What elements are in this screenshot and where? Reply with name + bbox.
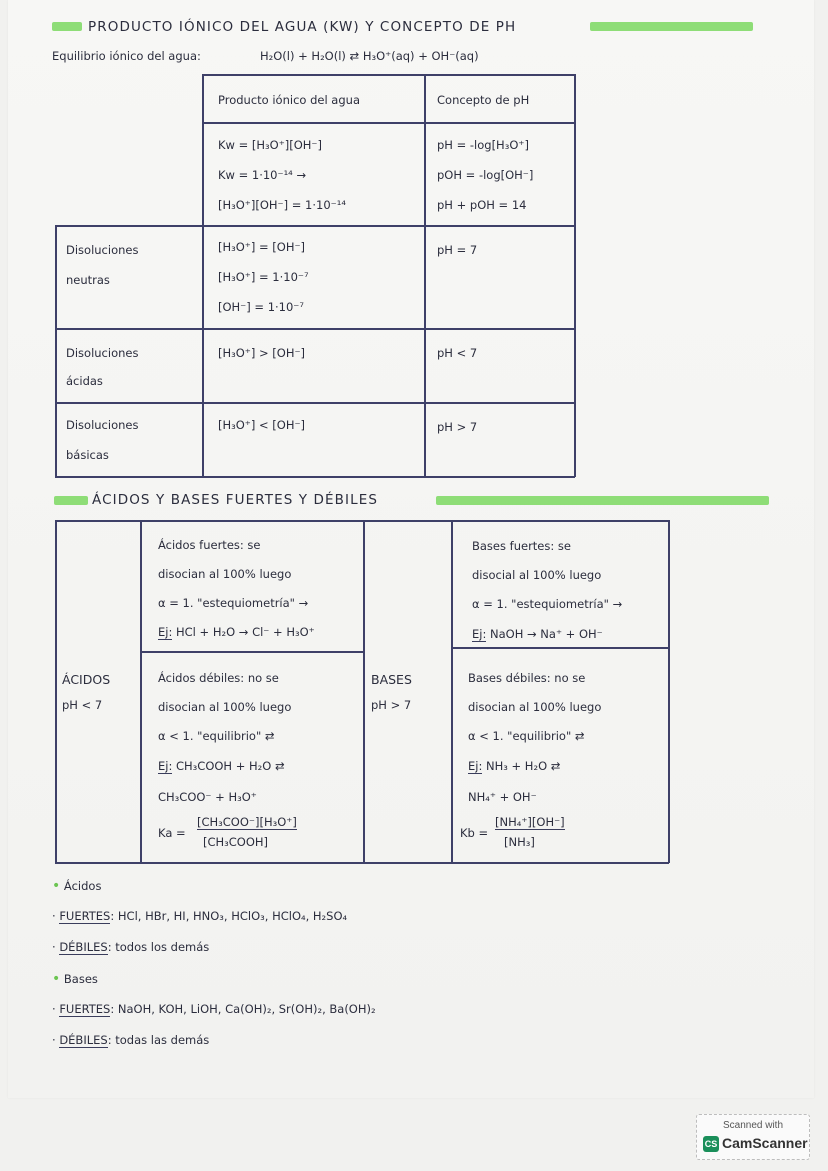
section1-title: PRODUCTO IÓNICO DEL AGUA (KW) Y CONCEPTO DE PH — [88, 19, 517, 35]
row-neutral-ph: pH = 7 — [437, 243, 478, 257]
row-acid-ph: pH < 7 — [437, 346, 478, 360]
weak-acids-example — [158, 751, 285, 781]
row-neutral-label: Disoluciones — [66, 243, 139, 257]
row-basic-label: Disoluciones — [66, 418, 139, 432]
weak-acids-line3: α < 1. "equilibrio" ⇄ — [158, 729, 275, 743]
table1-header-ph: Concepto de pH — [437, 93, 530, 107]
acids-label: ÁCIDOS — [62, 672, 111, 687]
acids-weak-row: · DÉBILES: todos los demás — [52, 940, 210, 954]
strong-bases-ej-label: Ej: — [472, 627, 487, 641]
title-highlight-left — [52, 22, 82, 31]
row-neutral-kw-2: [H₃O⁺] = 1·10⁻⁷ — [218, 270, 309, 284]
ph-definition-3: pH + pOH = 14 — [437, 198, 527, 212]
weak-acids-ej-2: CH₃COO⁻ + H₃O⁺ — [158, 790, 257, 804]
kw-definition-1: Kw = [H₃O⁺][OH⁻] — [218, 138, 322, 152]
row-neutral-label-2: neutras — [66, 273, 110, 287]
ka-denominator: [CH₃COOH] — [203, 835, 269, 849]
row-acid-label-2: ácidas — [66, 374, 103, 388]
row-neutral-kw-3: [OH⁻] = 1·10⁻⁷ — [218, 300, 304, 314]
table1-header-kw: Producto iónico del agua — [218, 93, 360, 107]
weak-bases-ej-1: NH₃ + H₂O ⇄ — [486, 759, 561, 773]
weak-bases-ej-2: NH₄⁺ + OH⁻ — [468, 790, 537, 804]
bases-ph: pH > 7 — [371, 698, 412, 712]
bases-weak-row: · DÉBILES: todas las demás — [52, 1033, 210, 1047]
weak-acids-ej-label: Ej: — [158, 759, 173, 773]
acids-strong-row: · FUERTES: HCl, HBr, HI, HNO₃, HClO₃, HClO₄, H₂SO₄ — [52, 909, 348, 923]
acids-strong-items: : HCl, HBr, HI, HNO₃, HClO₃, HClO₄, H₂SO₄ — [110, 909, 348, 923]
bases-strong-items: : NaOH, KOH, LiOH, Ca(OH)₂, Sr(OH)₂, Ba(OH)₂ — [110, 1002, 376, 1016]
title-highlight-right — [590, 22, 753, 31]
strong-acids-ej: HCl + H₂O → Cl⁻ + H₃O⁺ — [176, 625, 315, 639]
strong-bases-line1: Bases fuertes: se — [472, 539, 571, 553]
row-basic-label-2: básicas — [66, 448, 109, 462]
ka-numerator: [CH₃COO⁻][H₃O⁺] — [197, 815, 297, 829]
kw-definition-3: [H₃O⁺][OH⁻] = 1·10⁻¹⁴ — [218, 198, 346, 212]
equilibrium-label: Equilibrio iónico del agua: — [52, 49, 201, 63]
section2-title: ÁCIDOS Y BASES FUERTES Y DÉBILES — [92, 492, 379, 508]
ph-definition-1: pH = -log[H₃O⁺] — [437, 138, 529, 152]
camscanner-watermark — [696, 1114, 810, 1160]
title2-highlight-right — [436, 496, 769, 505]
strong-bases-example — [472, 619, 603, 649]
weak-bases-line1: Bases débiles: no se — [468, 671, 586, 685]
strong-bases-line3: α = 1. "estequiometría" → — [472, 597, 623, 611]
bases-strong-row: · FUERTES: NaOH, KOH, LiOH, Ca(OH)₂, Sr(OH)₂, Ba(OH)₂ — [52, 1002, 376, 1016]
kb-label: Kb = — [460, 826, 489, 840]
strong-acids-line2: disocian al 100% luego — [158, 567, 292, 581]
acids-ph: pH < 7 — [62, 698, 103, 712]
weak-acids-line2: disocian al 100% luego — [158, 700, 292, 714]
bases-heading: • Bases — [52, 971, 98, 987]
strong-acids-ej-label: Ej: — [158, 625, 173, 639]
bases-weak-label: DÉBILES — [59, 1033, 108, 1047]
row-neutral-kw-1: [H₃O⁺] = [OH⁻] — [218, 240, 306, 254]
acids-strong-label: FUERTES — [59, 909, 111, 923]
ph-definition-2: pOH = -log[OH⁻] — [437, 168, 534, 182]
weak-bases-example — [468, 751, 560, 781]
weak-acids-ej-1: CH₃COOH + H₂O ⇄ — [176, 759, 285, 773]
notebook-page — [8, 0, 814, 1098]
bases-weak-items: : todas las demás — [107, 1033, 210, 1047]
strong-acids-line1: Ácidos fuertes: se — [158, 538, 261, 552]
camscanner-logo-icon: CS — [703, 1136, 719, 1152]
row-basic-kw: [H₃O⁺] < [OH⁻] — [218, 418, 306, 432]
bases-strong-label: FUERTES — [59, 1002, 111, 1016]
weak-acids-line1: Ácidos débiles: no se — [158, 671, 279, 685]
strong-acids-example — [158, 617, 315, 647]
weak-bases-line3: α < 1. "equilibrio" ⇄ — [468, 729, 585, 743]
row-basic-ph: pH > 7 — [437, 420, 478, 434]
bases-label: BASES — [371, 672, 412, 687]
strong-bases-ej: NaOH → Na⁺ + OH⁻ — [490, 627, 603, 641]
watermark-line2: CamScanner — [722, 1135, 808, 1151]
strong-acids-line3: α = 1. "estequiometría" → — [158, 596, 309, 610]
kb-denominator: [NH₃] — [504, 835, 535, 849]
strong-bases-line2: disocial al 100% luego — [472, 568, 602, 582]
ka-label: Ka = — [158, 826, 186, 840]
weak-bases-ej-label: Ej: — [468, 759, 483, 773]
row-acid-kw: [H₃O⁺] > [OH⁻] — [218, 346, 306, 360]
kb-numerator: [NH₄⁺][OH⁻] — [495, 815, 565, 829]
watermark-line1: Scanned with — [722, 1120, 784, 1131]
acids-weak-label: DÉBILES — [59, 940, 108, 954]
acids-weak-items: : todos los demás — [107, 940, 210, 954]
row-acid-label: Disoluciones — [66, 346, 139, 360]
equilibrium-equation: H₂O(l) + H₂O(l) ⇄ H₃O⁺(aq) + OH⁻(aq) — [260, 49, 479, 63]
bullet-dot-icon: • — [52, 971, 61, 987]
acids-heading: • Ácidos — [52, 878, 102, 894]
title2-highlight-left — [54, 496, 88, 505]
bullet-dot-icon: • — [52, 878, 61, 894]
weak-bases-line2: disocian al 100% luego — [468, 700, 602, 714]
kw-definition-2: Kw = 1·10⁻¹⁴ → — [218, 168, 307, 182]
